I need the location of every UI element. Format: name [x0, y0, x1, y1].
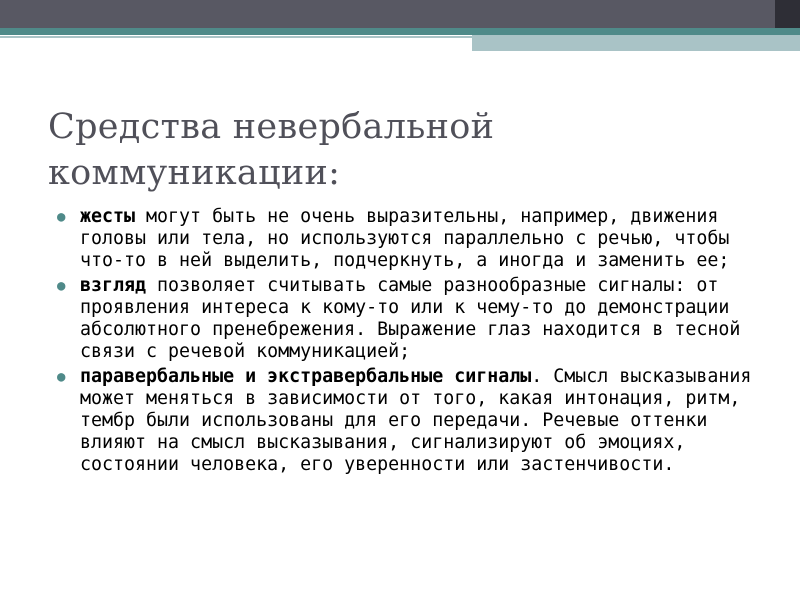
header-band-accent	[775, 0, 800, 28]
bullet-icon: ●	[57, 278, 66, 294]
list-item-term: паравербальные и экстравербальные сигналы	[80, 366, 532, 387]
slide-title-line-2: коммуникации:	[48, 153, 341, 193]
bullet-icon: ●	[57, 209, 66, 225]
slide-title-line-1: Средства невербальной	[48, 107, 495, 147]
header-accent-stripe	[0, 28, 800, 35]
bullet-list	[56, 206, 772, 479]
bullet-icon: ●	[57, 369, 66, 385]
header-thin-line	[0, 36, 472, 38]
list-item-text: позволяет считывать самые разнообразные сигналы: от проявления интереса к кому-то или к чему-то до демонстрации абсолютного пренебрежения. Выражение глаз находится в тесной связи с речевой коммуникацией;	[80, 275, 741, 362]
list-item	[56, 206, 772, 272]
list-item-term: взгляд	[80, 275, 147, 296]
header-light-stripe	[472, 35, 800, 51]
list-item-text: . Смысл высказывания может меняться в зависимости от того, какая интонация, ритм, тембр были использованы для его передачи. Речевые оттенки влияют на смысл высказывания, сигнализируют об эмоциях, состоянии человека, его уверенности или застенчивости.	[80, 366, 752, 475]
slide-title	[48, 104, 768, 196]
header-band	[0, 0, 800, 28]
list-item	[56, 366, 772, 476]
list-item-text: могут быть не очень выразительны, например, движения головы или тела, но используются параллельно с речью, чтобы что-то в ней выделить, подчеркнуть, а иногда и заменить ее;	[80, 206, 730, 271]
list-item-term: жесты	[80, 206, 136, 227]
list-item	[56, 275, 772, 363]
